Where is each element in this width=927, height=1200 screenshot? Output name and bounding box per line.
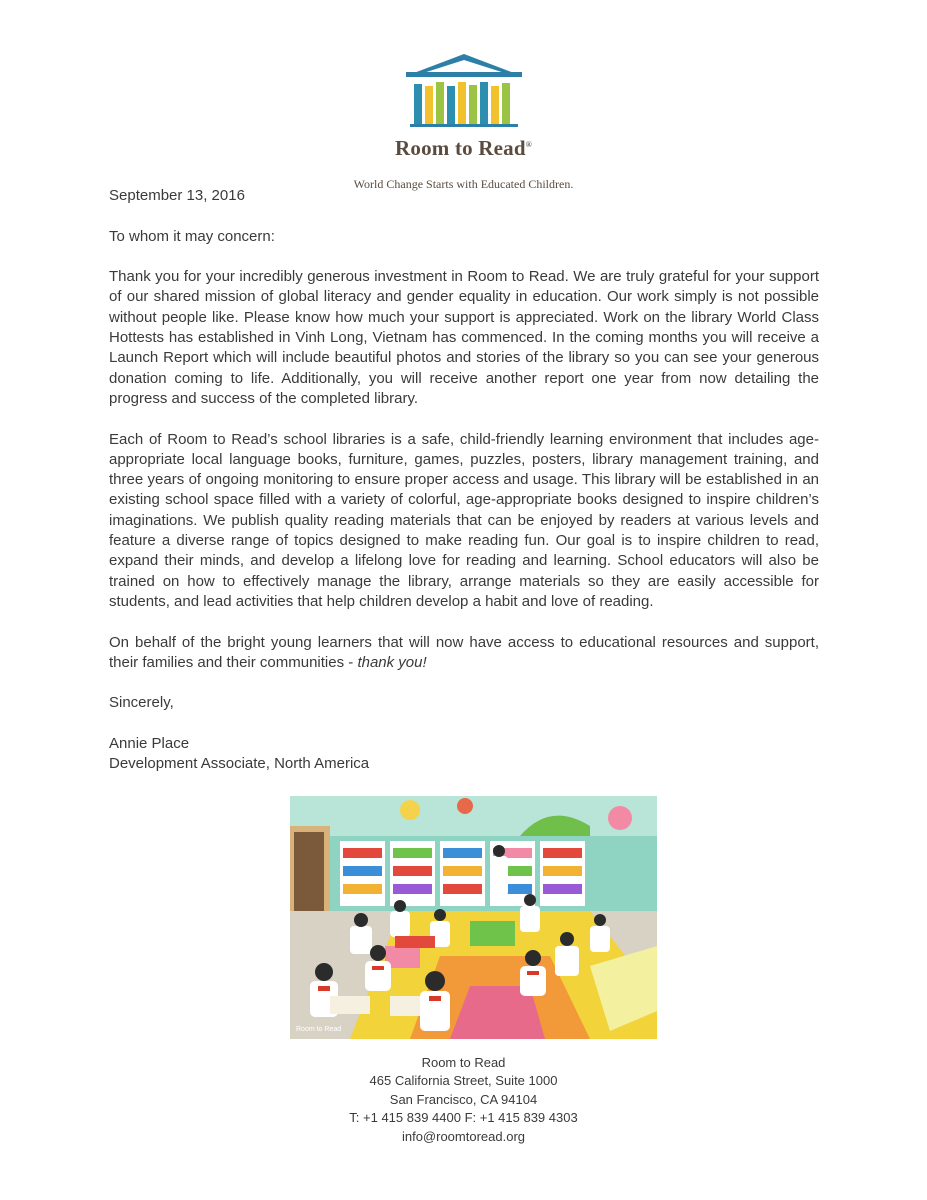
letter-salutation: To whom it may concern: [109,227,275,245]
footer-email: info@roomtoread.org [401,1128,526,1144]
room-to-read-logo [0,52,927,192]
paragraph-3-text: On behalf of the bright young learners that will now have access to educational resources and support, their families and their communities - [109,633,819,671]
letter-closing: Sincerely, [109,694,174,712]
signer-name: Annie Place [109,735,190,753]
logo-tagline: World Change Starts with Educated Children. [353,177,574,191]
letter-paragraph-3 [109,633,819,674]
footer-street: 465 California Street, Suite 1000 [369,1073,558,1089]
footer-city: San Francisco, CA 94104 [389,1091,538,1107]
library-building-icon [402,52,526,130]
classroom-library-image [290,796,657,1039]
library-photo [290,796,657,1039]
letter-date: September 13, 2016 [109,187,245,204]
footer-org: Room to Read [421,1055,506,1070]
letter-paragraph-1: Thank you for your incredibly generous investment in Room to Read. We are truly grateful for your support of our shared mission of global literacy and gender equality in education. Our work simply is not possible without people like. Please know how much your support is appreciated. Work on the library World Class Hottests has established in Vinh Long, Vietnam has commenced. In the coming months you will receive a Launch Report which will include beautiful photos and stories of the library so you can see your generous donation coming to life. Additionally, you will receive another report one year from now detailing the progress and success of the completed library. [109,268,819,407]
letter-body [109,186,819,775]
photo-credit: Room to Read [296,1026,342,1033]
footer-contact [0,1054,927,1146]
signer-title: Development Associate, North America [109,755,370,773]
paragraph-3-emphasis: thank you! [357,653,427,671]
letter-paragraph-2: Each of Room to Read’s school libraries is a safe, child-friendly learning environment that includes age-appropriate local language books, furniture, games, puzzles, posters, library management training, and three years of ongoing monitoring to ensure proper access and usage. This library will be established in an existing school space filled with a variety of colorful, age-appropriate books designed to inspire children’s imaginations. We publish quality reading materials that can be enjoyed by readers at various levels and feature a diverse range of topics designed to make reading fun. Our goal is to inspire children to read, expand their minds, and develop a lifelong love for reading and learning. School educators will also be trained on how to effectively manage the library, arrange materials so they are easily accessible for students, and lead activities that help children develop a habit and love of reading. [109,430,819,610]
logo-wordmark: Room to Read® [395,136,532,160]
footer-phone: T: +1 415 839 4400 F: +1 415 839 4303 [349,1110,578,1126]
